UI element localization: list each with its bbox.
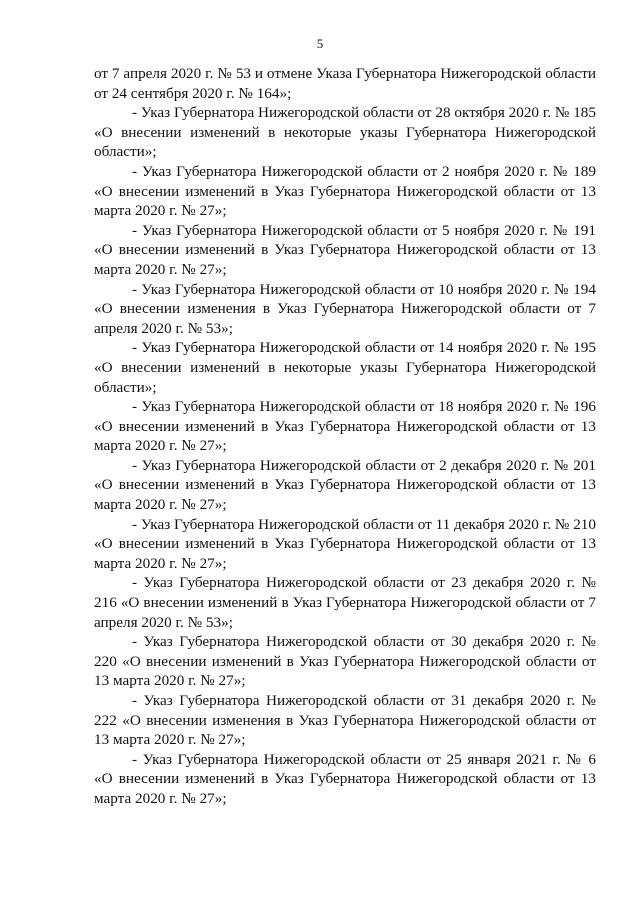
decree-list-item: - Указ Губернатора Нижегородской области от 25 января 2021 г. № 6 «О внесении изменений в Указ Губернатора Нижегородской области от 13 марта 2020 г. № 27»; bbox=[94, 750, 596, 807]
decree-list-item: - Указ Губернатора Нижегородской области от 5 ноября 2020 г. № 191 «О внесении изменений в Указ Губернатора Нижегородской области от 13 марта 2020 г. № 27»; bbox=[94, 221, 596, 278]
decree-list-item: - Указ Губернатора Нижегородской области от 18 ноября 2020 г. № 196 «О внесении изменений в Указ Губернатора Нижегородской области от 13 марта 2020 г. № 27»; bbox=[94, 398, 596, 455]
paragraph-continuation: от 7 апреля 2020 г. № 53 и отмене Указа Губернатора Нижегородской области от 24 сентября 2020 г. № 164»; bbox=[94, 65, 596, 102]
decree-list-item: - Указ Губернатора Нижегородской области от 31 декабря 2020 г. № 222 «О внесении изменения в Указ Губернатора Нижегородской области от 13 марта 2020 г. № 27»; bbox=[94, 692, 596, 749]
decree-list-item: - Указ Губернатора Нижегородской области от 2 декабря 2020 г. № 201 «О внесении изменений в Указ Губернатора Нижегородской области от 13 марта 2020 г. № 27»; bbox=[94, 456, 596, 514]
decree-list-item: - Указ Губернатора Нижегородской области от 11 декабря 2020 г. № 210 «О внесении изменений в Указ Губернатора Нижегородской области от 13 марта 2020 г. № 27»; bbox=[94, 515, 596, 572]
decree-list-item: - Указ Губернатора Нижегородской области от 14 ноября 2020 г. № 195 «О внесении изменений в некоторые указы Губернатора Нижегородской области»; bbox=[94, 339, 596, 396]
document-body bbox=[94, 64, 596, 809]
decree-list-item: - Указ Губернатора Нижегородской области от 23 декабря 2020 г. № 216 «О внесении изменений в Указ Губернатора Нижегородской области от 7 апреля 2020 г. № 53»; bbox=[94, 574, 596, 631]
decree-list-item: - Указ Губернатора Нижегородской области от 2 ноября 2020 г. № 189 «О внесении изменений в Указ Губернатора Нижегородской области от 13 марта 2020 г. № 27»; bbox=[94, 162, 596, 220]
decree-list-item: - Указ Губернатора Нижегородской области от 10 ноября 2020 г. № 194 «О внесении изменения в Указ Губернатора Нижегородской области от 7 апреля 2020 г. № 53»; bbox=[94, 280, 596, 337]
page-number: 5 bbox=[316, 36, 324, 51]
decree-list-item: - Указ Губернатора Нижегородской области от 28 октября 2020 г. № 185 «О внесении изменений в некоторые указы Губернатора Нижегородской области»; bbox=[94, 104, 596, 161]
decree-list-item: - Указ Губернатора Нижегородской области от 30 декабря 2020 г. № 220 «О внесении изменений в Указ Губернатора Нижегородской области от 13 марта 2020 г. № 27»; bbox=[94, 633, 596, 690]
